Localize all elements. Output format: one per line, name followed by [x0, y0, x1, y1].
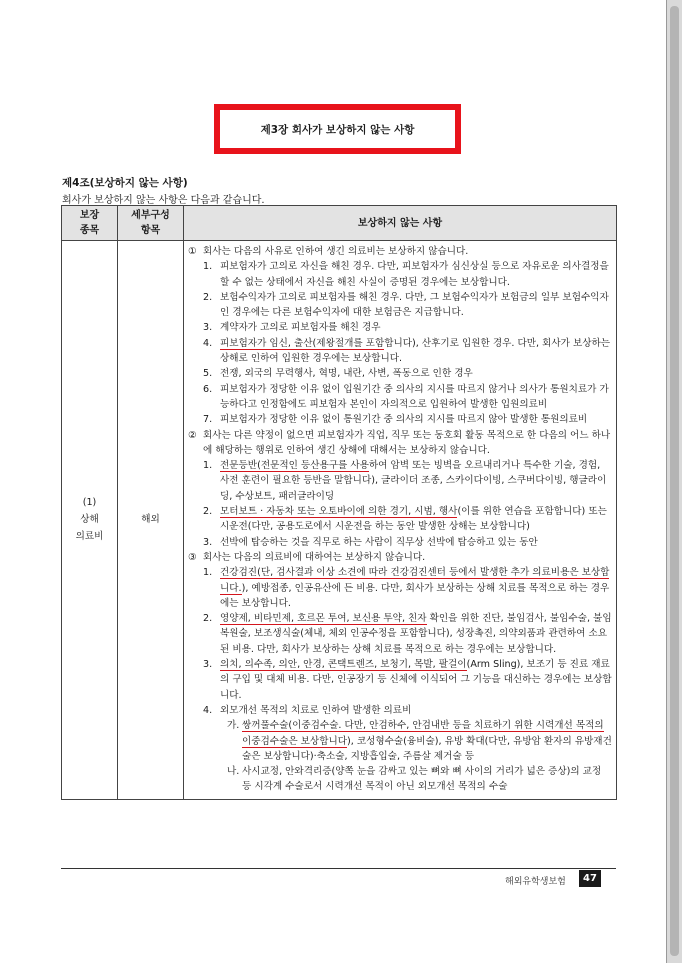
section-marker: ③: [188, 551, 197, 563]
exclusion-section: [188, 550, 612, 795]
text-segment: 전쟁, 외국의 무력행사, 혁명, 내란, 사변, 폭동으로 인한 경우: [220, 368, 473, 380]
list-item-text: [220, 611, 612, 657]
section-text: 회사는 다른 약정이 없으면 피보험자가 직업, 직무 또는 동호회 활동 목적으로 한 다음의 어느 하나에 해당하는 행위로 인하여 생긴 상해에 대해서는 보상하지 않습니다.: [203, 429, 611, 456]
list-item-text: [220, 382, 612, 413]
text-segment: (Arm Sling), 보조기 등 진료 재료의 구입 및 대체 비용. 다만, 인공장기 등 신체에 이식되어 그 기능을 대신하는 경우에는 보상합니다.: [220, 659, 612, 701]
table-row: [62, 241, 617, 800]
section-heading: [188, 550, 612, 565]
list-item-text: [220, 535, 612, 550]
text-segment: 사시교정, 안와격리증(양쪽 눈을 감싸고 있는 뼈와 뼈 사이의 거리가 넓은 증상)의 교정 등 시각계 수술로서 시력개선 목적이 아닌 외모개선 목적의 수술: [242, 766, 602, 793]
section-marker: ②: [188, 429, 197, 441]
list-item-number: 4.: [203, 704, 213, 716]
list-item-text: [220, 412, 612, 427]
table-header-row: [62, 206, 617, 241]
underlined-text: 영양제, 비타민제, 호르몬 투여, 보신용 투약, 친자: [220, 613, 427, 625]
subitem-number: 나.: [227, 766, 240, 778]
list-item-number: 5.: [203, 368, 213, 380]
list-item-line: [203, 657, 612, 703]
underlined-text: 쌍꺼풀수술(이중검수술. 다만, 안검하수, 안검내반 등을 치료하기 위한 시력개선 목적의 이중검수술은 보상합니다: [242, 720, 604, 747]
cell-sub-item: 해외: [118, 241, 184, 800]
footer-divider: [61, 868, 616, 869]
list-item-line: [203, 382, 612, 413]
list-item-line: [203, 504, 612, 535]
chapter-title: 제3장 회사가 보상하지 않는 사항: [260, 123, 415, 136]
cell-coverage-type: (1) 상해 의료비: [62, 241, 118, 800]
text-segment: 피보험자가 고의로 자신을 해친 경우. 다만, 피보험자가 심신상실 등으로 자유로운 의사결정을 할 수 없는 상태에서 자신을 해친 사실이 증명된 경우에는 보상합니다.: [220, 261, 609, 288]
article-intro: 회사가 보상하지 않는 사항은 다음과 같습니다.: [62, 195, 265, 206]
subitem-line: [227, 764, 612, 795]
underlined-text: 모터보트 · 자동차 또는 오토바이에 의한 경기, 시범, 행사: [220, 506, 458, 518]
list-item-number: 1.: [203, 460, 213, 472]
header-coverage-type: 보장 종목: [62, 206, 118, 241]
section-text: 회사는 다음의 사유로 인하여 생긴 의료비는 보상하지 않습니다.: [203, 246, 469, 257]
list-item-text: [220, 657, 612, 703]
header-exclusions: 보상하지 않는 사항: [184, 206, 617, 241]
header-sub-item: 세부구성 항목: [118, 206, 184, 241]
list-item-line: [203, 611, 612, 657]
article-title: 제4조(보상하지 않는 사항): [62, 177, 188, 189]
list-item-line: [203, 412, 612, 427]
text-segment: ), 코성형수술(융비술), 유방 확대(다만, 유방암 환자의 유방재건술은 보상합니다)·축소술, 지방흡입술, 주름살 제거술 등: [242, 735, 612, 762]
subitem-number: 가.: [227, 720, 240, 732]
page-number: 47: [579, 870, 601, 887]
exclusion-section: [188, 244, 612, 428]
list-item-text: [220, 336, 612, 367]
text-segment: 보험수익자가 고의로 피보험자를 해친 경우. 다만, 그 보험수익자가 보험금의 일부 보험수익자인 경우에는 다른 보험수익자에 대한 보험금은 지급합니다.: [220, 291, 609, 319]
section-items: [188, 458, 612, 550]
list-item-text: [220, 565, 612, 611]
list-item-line: [203, 565, 612, 611]
list-item-line: [203, 703, 612, 718]
list-item-number: 1.: [203, 567, 213, 579]
list-item-line: [203, 366, 612, 381]
text-segment: 피보험자가 정당한 이유 없이 입원기간 중 의사의 지시를 따르지 않거나 의사가 통원치료가 가능하다고 인정함에도 피보험자 본인이 자의적으로 입원하여 발생한 입원의료비: [220, 383, 609, 410]
underlined-text: 피보험자가 임신, 출산(제왕절개를 포함: [220, 337, 385, 349]
cell-exclusions: [184, 241, 617, 800]
subitem-text: [242, 764, 612, 795]
list-item-number: 6.: [203, 383, 213, 395]
list-item-number: 2.: [203, 291, 213, 303]
exclusions-table: [61, 205, 617, 800]
subitem-text: [242, 718, 612, 764]
exclusion-section: [188, 428, 612, 550]
list-item-number: 3.: [203, 536, 213, 548]
list-item-number: 2.: [203, 506, 213, 518]
list-item-line: [203, 290, 612, 321]
text-segment: 외모개선 목적의 치료로 인하여 발생한 의료비: [220, 704, 412, 716]
list-item-number: 4.: [203, 337, 213, 349]
list-item-line: [203, 535, 612, 550]
text-segment: 피보험자가 정당한 이유 없이 통원기간 중 의사의 지시를 따르지 않아 발생한 통원의료비: [220, 414, 588, 426]
list-item-line: [203, 336, 612, 367]
text-segment: 합니다), 산후기로 입원한 경우. 다만, 회사가 보상하는 상해로 인하여 입원한 경우에는 보상합니다.: [220, 337, 611, 365]
list-item-number: 2.: [203, 613, 213, 625]
section-marker: ①: [188, 246, 197, 257]
underlined-text: 의치, 의수족, 의안, 안경, 콘택트렌즈, 보청기, 목발, 팔걸이: [220, 659, 467, 671]
underlined-text: 건강검진(단, 검사결과 이상 소견에 따라 건강검진센터 등에서 발생한 추가 의료비용은 보상합니다.: [220, 567, 610, 594]
list-item-number: 3.: [203, 659, 213, 671]
text-segment: 계약자가 고의로 피보험자를 해친 경우: [220, 322, 381, 334]
chapter-title-box: [214, 104, 461, 154]
list-item-line: [203, 320, 612, 335]
section-heading: [188, 428, 612, 459]
list-item-text: [220, 458, 612, 504]
scrollbar-thumb[interactable]: [670, 6, 679, 956]
list-item-text: [220, 320, 612, 335]
text-segment: ), 예방접종, 인공유산에 든 비용. 다만, 회사가 보상하는 상해 치료를 목적으로 하는 경우에는 보상합니다.: [220, 582, 610, 609]
subitem-list: [203, 718, 612, 794]
section-items: [188, 259, 612, 427]
list-item-line: [203, 458, 612, 504]
list-item-text: [220, 366, 612, 381]
list-item-line: [203, 259, 612, 290]
list-item-text: [220, 290, 612, 321]
list-item-text: [220, 703, 612, 718]
text-segment: 선박에 탑승하는 것을 직무로 하는 사람이 직무상 선박에 탑승하고 있는 동안: [220, 536, 538, 548]
list-item-text: [220, 504, 612, 535]
subitem-line: [227, 718, 612, 764]
footer-title: 해외유학생보험: [505, 877, 566, 887]
text-segment: 확인을 위한 진단, 불임검사, 불임수술, 불임복원술, 보조생식술(체내, 체외 인공수정을 포함합니다), 성장촉진, 의약외품과 관련하여 소요된 비용. 다만, 회사가 보상하는 상해 치료를 목적으로 하는 경우에는 보상합니다.: [220, 613, 612, 655]
list-item-number: 1.: [203, 261, 213, 273]
section-text: 회사는 다음의 의료비에 대하여는 보상하지 않습니다.: [203, 551, 426, 563]
underlined-text: 전문등반(전문적인 등산용구를 사용: [220, 460, 369, 472]
text-segment: (이를 위한 연습을 포함합니다) 또는 시운전(다만, 공용도로에서 시운전을 하는 동안 발생한 상해는 보상합니다): [220, 506, 607, 533]
section-items: [188, 565, 612, 794]
list-item-number: 3.: [203, 322, 213, 334]
section-heading: [188, 244, 612, 259]
text-segment: 하여 암벽 또는 빙벽을 오르내리거나 특수한 기술, 경험, 사전 훈련이 필요한 등반을 말합니다), 글라이더 조종, 스카이다이빙, 스쿠버다이빙, 행글라이딩, 수상보트, 패러글라이딩: [220, 460, 607, 502]
list-item-number: 7.: [203, 414, 213, 426]
list-item-text: [220, 259, 612, 290]
